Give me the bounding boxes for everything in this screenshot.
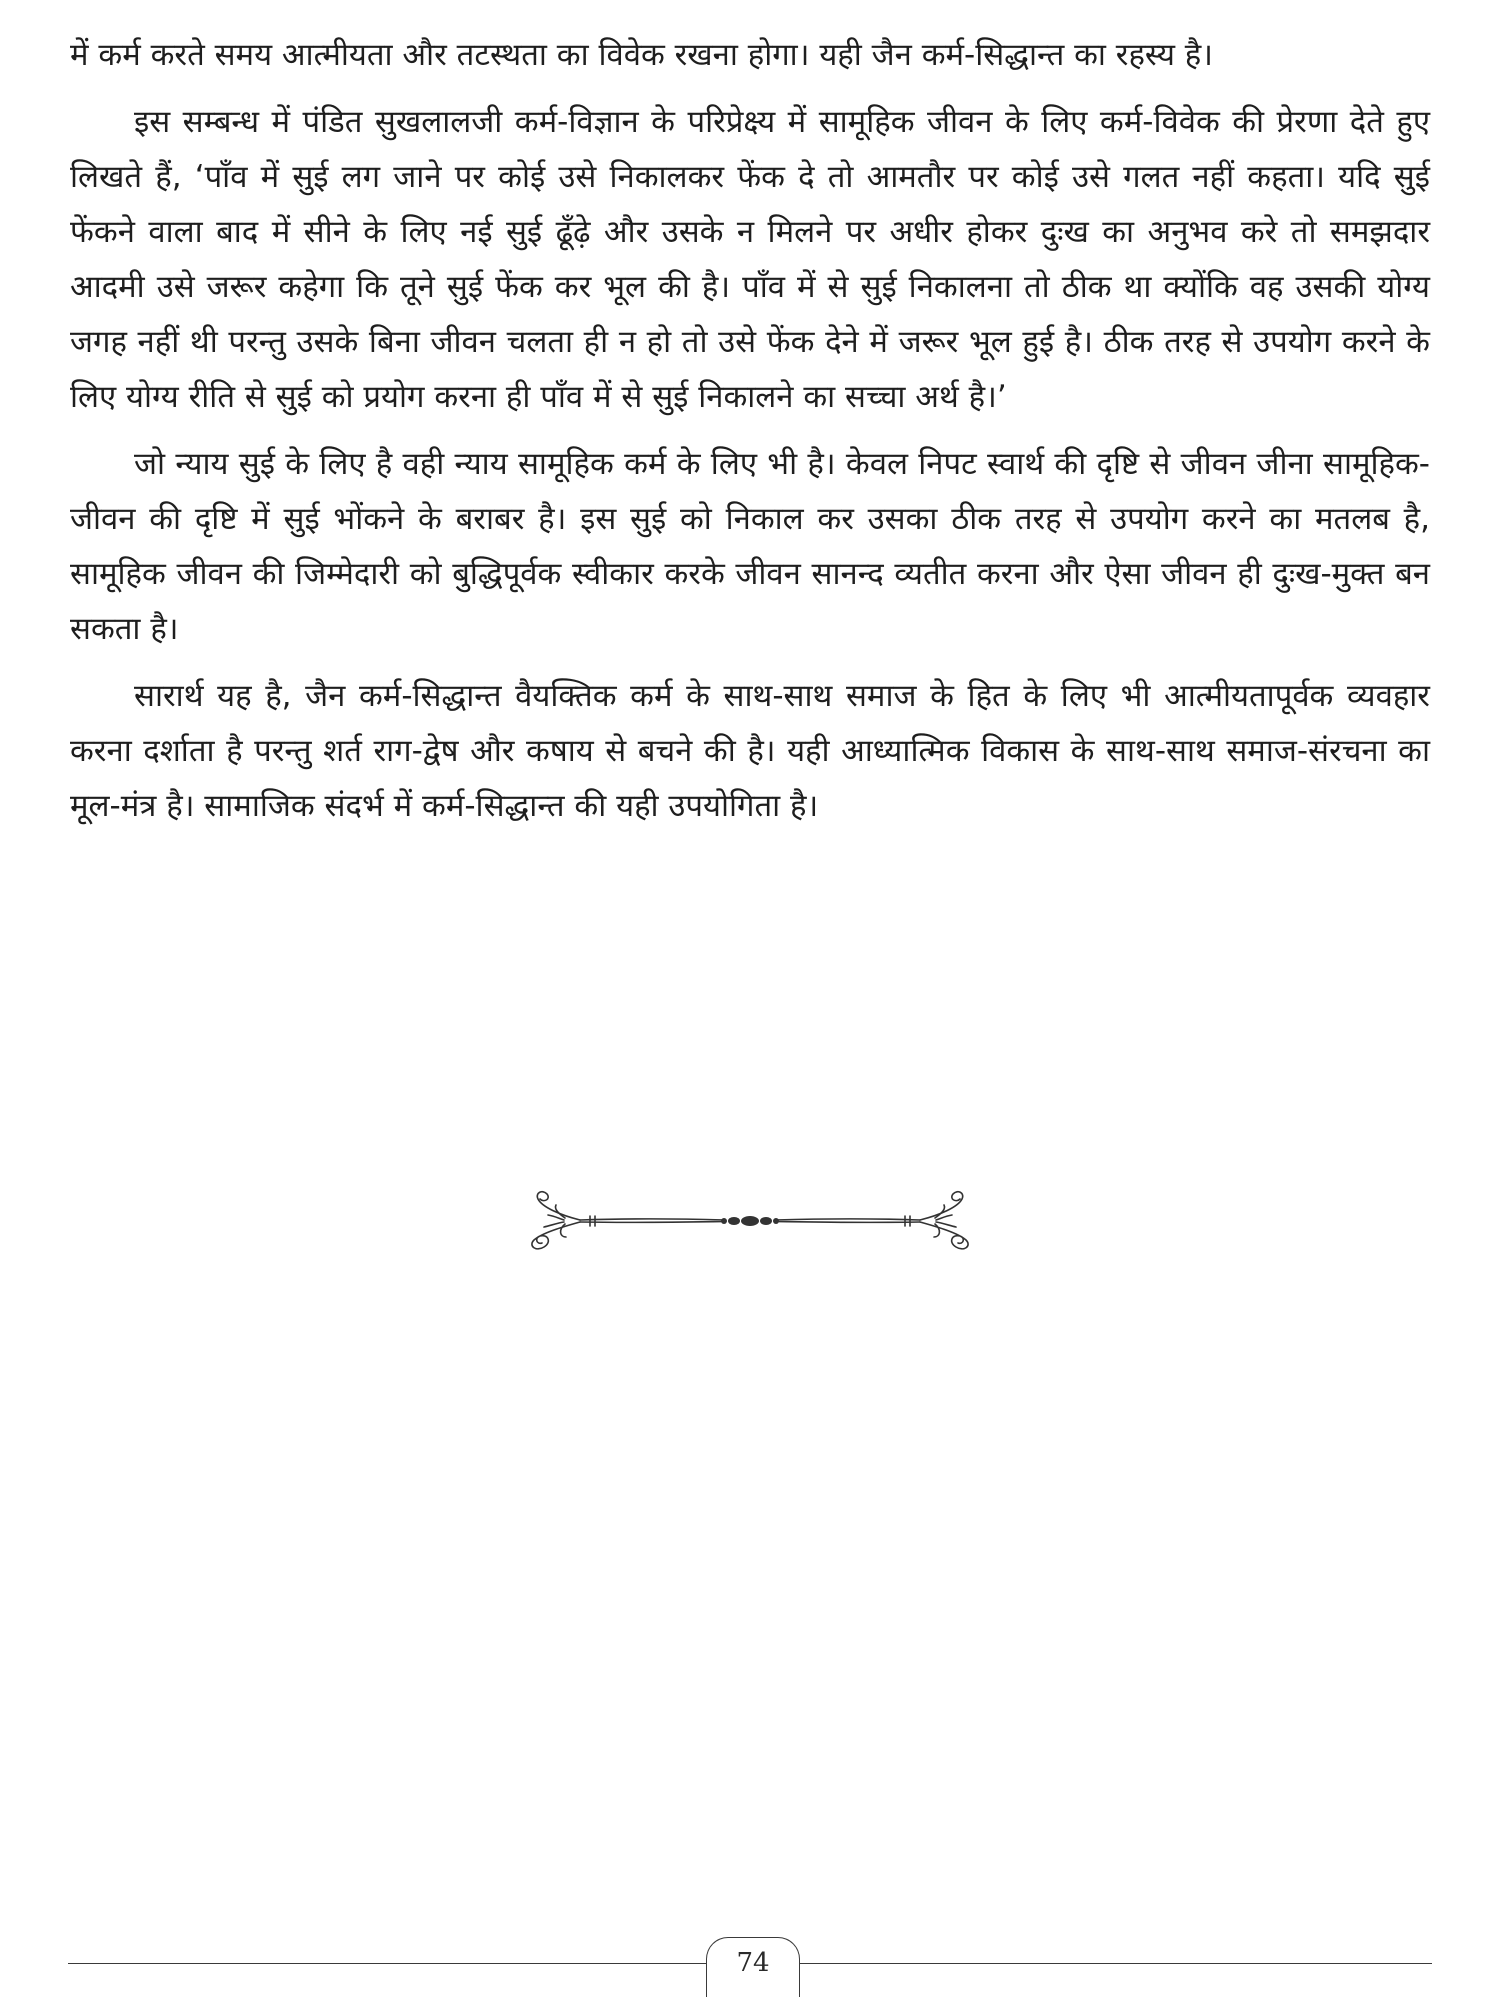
section-end-ornament-icon [520, 1185, 980, 1255]
page-number: 74 [706, 1937, 800, 1997]
paragraph-continuation: में कर्म करते समय आत्मीयता और तटस्थता का विवेक रखना होगा। यही जैन कर्म-सिद्धान्त का रहस्य है। [70, 37, 1214, 73]
footer-rule-right [800, 1963, 1432, 1964]
body-text [70, 28, 1430, 846]
paragraph-sukhlalji-quote: इस सम्बन्ध में पंडित सुखलालजी कर्म-विज्ञान के परिप्रेक्ष्य में सामूहिक जीवन के लिए कर्म-विवेक की प्रेरणा देते हुए लिखते हैं, ‘पाँव में सुई लग जाने पर कोई उसे निकालकर फेंक दे तो आमतौर पर कोई उसे गलत नहीं कहता। यदि सुई फेंकने वाला बाद में सीने के लिए नई सुई ढूँढ़े और उसके न मिलने पर अधीर होकर दुःख का अनुभव करे तो समझदार आदमी उसे जरूर कहेगा कि तूने सुई फेंक कर भूल की है। पाँव में से सुई निकालना तो ठीक था क्योंकि वह उसकी योग्य जगह नहीं थी परन्तु उसके बिना जीवन चलता ही न हो तो उसे फेंक देने में जरूर भूल हुई है। ठीक तरह से उपयोग करने के लिए योग्य रीति से सुई को प्रयोग करना ही पाँव में से सुई निकालने का सच्चा अर्थ है।’ [70, 104, 1430, 415]
paragraph-needle-justice: जो न्याय सुई के लिए है वही न्याय सामूहिक कर्म के लिए भी है। केवल निपट स्वार्थ की दृष्टि से जीवन जीना सामूहिक-जीवन की दृष्टि में सुई भोंकने के बराबर है। इस सुई को निकाल कर उसका ठीक तरह से उपयोग करने का मतलब है, सामूहिक जीवन की जिम्मेदारी को बुद्धिपूर्वक स्वीकार करके जीवन सानन्द व्यतीत करना और ऐसा जीवन ही दुःख-मुक्त बन सकता है। [70, 446, 1430, 647]
paragraph-summary: सारार्थ यह है, जैन कर्म-सिद्धान्त वैयक्तिक कर्म के साथ-साथ समाज के हित के लिए भी आत्मीयतापूर्वक व्यवहार करना दर्शाता है परन्तु शर्त राग-द्वेष और कषाय से बचने की है। यही आध्यात्मिक विकास के साथ-साथ समाज-संरचना का मूल-मंत्र है। सामाजिक संदर्भ में कर्म-सिद्धान्त की यही उपयोगिता है। [70, 678, 1430, 824]
footer-rule-left [68, 1963, 708, 1964]
